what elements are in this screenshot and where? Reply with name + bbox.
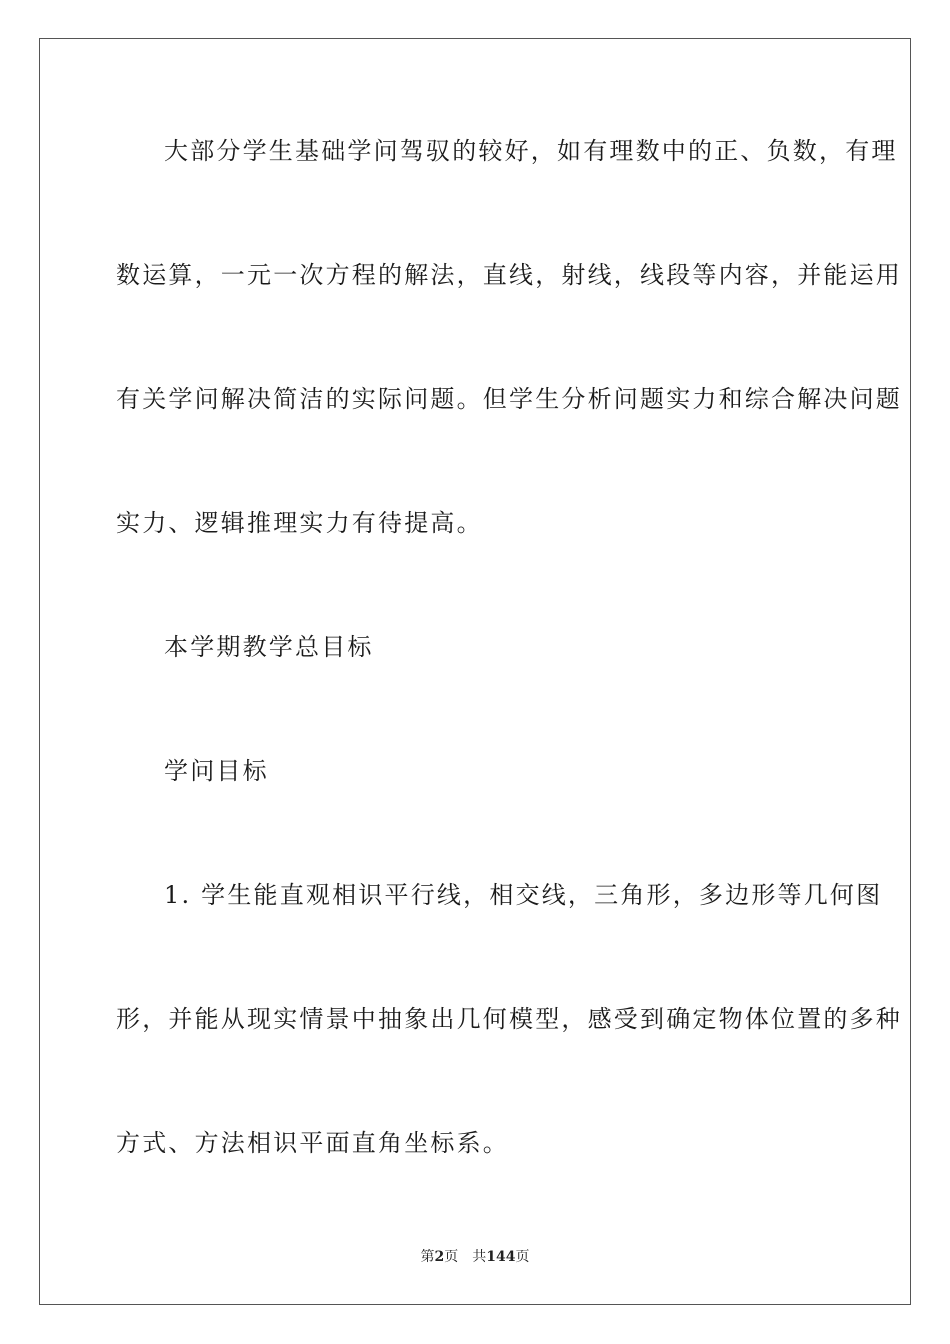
section-heading-knowledge-goals: 学问目标 <box>164 757 269 785</box>
footer-page-prefix: 第 <box>420 1249 435 1265</box>
page-footer <box>0 1248 950 1266</box>
paragraph-4-line-3: 方式、方法相识平面直角坐标系。 <box>116 1129 509 1157</box>
footer-total-pages: 144 <box>486 1249 516 1265</box>
footer-page-number: 2 <box>434 1249 445 1265</box>
page-border <box>39 38 911 1305</box>
footer-page-suffix: 页 <box>444 1249 459 1265</box>
paragraph-4-line-1: 1. 学生能直观相识平行线，相交线，三角形，多边形等几何图 <box>164 881 883 909</box>
footer-total-suffix: 页 <box>515 1249 530 1265</box>
section-heading-semester-goals: 本学期教学总目标 <box>164 633 374 661</box>
paragraph-1-line-1: 大部分学生基础学问驾驭的较好，如有理数中的正、负数，有理 <box>164 137 898 165</box>
paragraph-1-line-2: 数运算，一元一次方程的解法，直线，射线，线段等内容，并能运用 <box>116 261 902 289</box>
paragraph-4-line-2: 形，并能从现实情景中抽象出几何模型，感受到确定物体位置的多种 <box>116 1005 902 1033</box>
footer-total-prefix: 共 <box>472 1249 487 1265</box>
paragraph-1-line-3: 有关学问解决简洁的实际问题。但学生分析问题实力和综合解决问题 <box>116 385 902 413</box>
paragraph-1-line-4: 实力、逻辑推理实力有待提高。 <box>116 509 483 537</box>
